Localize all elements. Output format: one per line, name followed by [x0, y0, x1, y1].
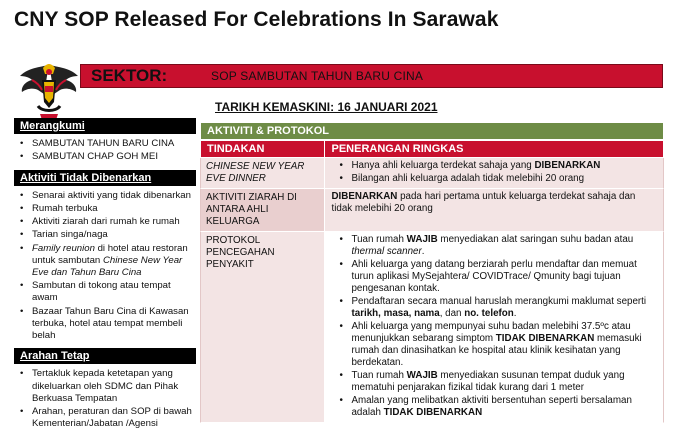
- italic-text: Family reunion: [32, 242, 95, 254]
- text: di hotel atau restoran untuk sambutan: [32, 242, 188, 266]
- bold-text: tarikh, masa, nama: [351, 308, 440, 319]
- text: .: [421, 246, 425, 257]
- text: menyediakan susunan tempat duduk yang mematuhi penjarakan fizikal tidak kurang dari 1 meter: [351, 370, 625, 393]
- list-item: • Tarian singa/naga: [30, 229, 196, 241]
- list-item: • Bilangan ahli keluarga adalah tidak melebihi 20 orang: [351, 173, 657, 185]
- list-item: • Arahan, peraturan dan SOP di bawah Kementerian/Jabatan /Agensi: [30, 406, 196, 430]
- bold-text: DIBENARKAN: [331, 191, 398, 202]
- list-item: [351, 370, 657, 394]
- arahan-tetap-list: [14, 368, 196, 430]
- bold-text: TIDAK DIBENARKAN: [383, 407, 483, 418]
- bold-text: WAJIB: [406, 234, 438, 245]
- list-item: • SAMBUTAN TAHUN BARU CINA: [30, 138, 196, 150]
- text: memasuki rumah dan dinasihatkan ke hospital atau klinik kesihatan yang berdekatan.: [351, 333, 642, 368]
- sector-banner: [80, 64, 663, 88]
- list-item: • Sambutan di tokong atau tempat awam: [30, 280, 196, 304]
- list-item: • Rumah terbuka: [30, 203, 196, 215]
- section-heading-arahan-tetap: Arahan Tetap: [14, 348, 196, 364]
- table-row: [200, 158, 664, 189]
- italic-text: thermal scanner: [351, 246, 422, 257]
- list-item: [351, 395, 657, 419]
- list-item: [351, 160, 657, 172]
- sector-label: SEKTOR:: [91, 66, 168, 85]
- list-item: • Ahli keluarga yang datang berziarah perlu mendaftar dan memuat turun aplikasi MySejahtera/ COVIDTrace/ Qmunity bagi tujuan pengesanan kontak.: [351, 259, 657, 295]
- list-item: [351, 321, 657, 369]
- list-item: • Bazaar Tahun Baru Cina di Kawasan terbuka, hotel atau tempat membeli belah: [30, 306, 196, 343]
- action-cell: PROTOKOL PENCEGAHAN PENYAKIT: [201, 232, 325, 422]
- text: Tuan rumah: [351, 370, 407, 381]
- description-cell: [325, 189, 663, 231]
- text: Hanya ahli keluarga terdekat sahaja yang: [351, 160, 535, 171]
- action-cell: AKTIVITI ZIARAH DI ANTARA AHLI KELUARGA: [201, 189, 325, 231]
- list-item: • Aktiviti ziarah dari rumah ke rumah: [30, 216, 196, 228]
- updated-date: TARIKH KEMASKINI: 16 JANUARI 2021: [215, 100, 438, 114]
- protocol-table: [200, 122, 664, 423]
- tidak-dibenarkan-list: [14, 190, 196, 342]
- text: menyediakan alat saringan suhu badan atau: [437, 234, 634, 245]
- italic-text: Chinese New Year Eve dan Tahun Baru Cina: [32, 254, 183, 279]
- section-heading-merangkumi: Merangkumi: [14, 118, 196, 134]
- text: Pendaftaran secara manual haruslah merangkumi maklumat seperti: [351, 296, 647, 307]
- list-item: • Senarai aktiviti yang tidak dibenarkan: [30, 190, 196, 202]
- list-item: [351, 234, 657, 258]
- list-item: • Tertakluk kepada ketetapan yang dikeluarkan oleh SDMC dan Pihak Berkuasa Tempatan: [30, 368, 196, 405]
- bold-text: DIBENARKAN: [534, 160, 601, 171]
- description-cell: [325, 158, 663, 188]
- list-item: • SAMBUTAN CHAP GOH MEI: [30, 151, 196, 163]
- action-cell: CHINESE NEW YEAR EVE DINNER: [201, 158, 325, 188]
- text: Amalan yang melibatkan aktiviti bersentuhan seperti bersalaman adalah: [351, 395, 632, 418]
- sector-title: SOP SAMBUTAN TAHUN BARU CINA: [211, 69, 424, 83]
- bold-text: no. telefon: [464, 308, 514, 319]
- description-cell: [325, 232, 663, 422]
- page-title: CNY SOP Released For Celebrations In Sarawak: [14, 8, 499, 31]
- bold-text: TIDAK DIBENARKAN: [495, 333, 595, 344]
- column-header-tindakan: TINDAKAN: [201, 141, 325, 157]
- list-item: [30, 243, 196, 280]
- table-row: [200, 189, 664, 232]
- table-header-row: [200, 140, 664, 158]
- column-header-penerangan: PENERANGAN RINGKAS: [331, 143, 464, 155]
- text: .: [513, 308, 517, 319]
- text: Tuan rumah: [351, 234, 407, 245]
- merangkumi-list: [14, 138, 196, 163]
- text: pada hari pertama untuk keluarga terdekat sahaja dan tidak melebihi 20 orang: [331, 191, 636, 214]
- text: , dan: [439, 308, 465, 319]
- left-panel: [14, 118, 196, 436]
- table-row: [200, 232, 664, 423]
- list-item: [351, 296, 657, 320]
- bold-text: WAJIB: [406, 370, 438, 381]
- text: Ahli keluarga yang mempunyai suhu badan melebihi 37.5ºc atau menunjukkan sebarang simptom: [351, 321, 631, 344]
- activity-header: AKTIVITI & PROTOKOL: [200, 122, 664, 140]
- section-heading-tidak-dibenarkan: Aktiviti Tidak Dibenarkan: [14, 170, 196, 186]
